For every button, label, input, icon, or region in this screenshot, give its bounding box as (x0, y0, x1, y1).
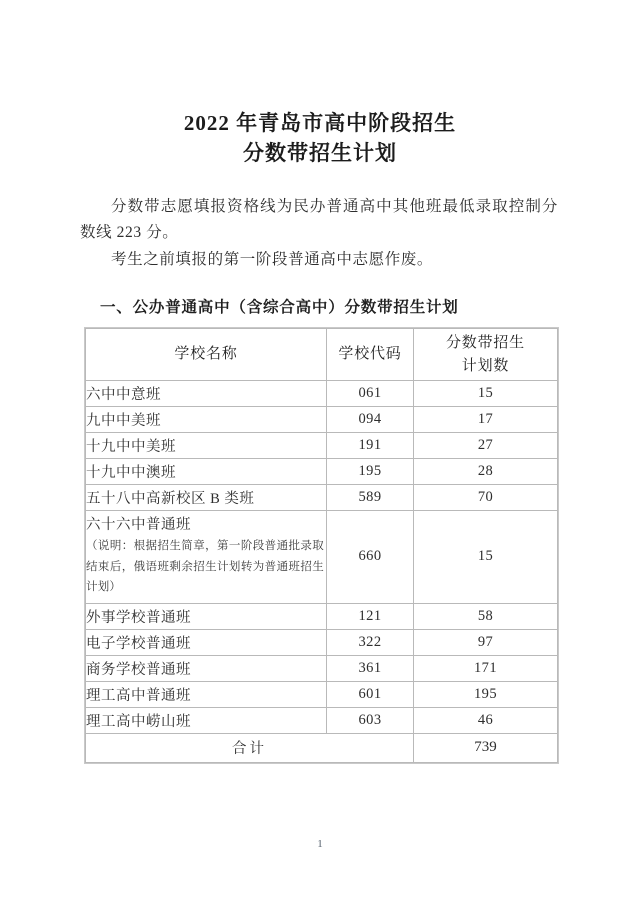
school-name-text: 理工高中普通班 (86, 687, 191, 704)
paragraph-qualifying-line: 分数带志愿填报资格线为民办普通高中其他班最低录取控制分数线 223 分。 (80, 198, 558, 241)
cell-plan-count: 58 (414, 603, 558, 629)
cell-school-code: 589 (327, 485, 414, 511)
school-name-text: 电子学校普通班 (86, 635, 191, 652)
cell-plan-count: 195 (414, 681, 558, 707)
page-number: 1 (317, 838, 323, 850)
table-row (86, 433, 558, 459)
cell-school-code: 601 (327, 681, 414, 707)
cell-school-name (86, 629, 327, 655)
cell-school-code: 061 (327, 381, 414, 407)
table-row (86, 381, 558, 407)
table-header-row (86, 329, 558, 381)
table-row (86, 603, 558, 629)
total-value: 739 (414, 733, 558, 762)
cell-school-name (86, 433, 327, 459)
cell-plan-count: 70 (414, 485, 558, 511)
admission-plan-table (85, 328, 558, 763)
cell-plan-count: 27 (414, 433, 558, 459)
cell-school-name (86, 681, 327, 707)
cell-plan-count: 17 (414, 407, 558, 433)
total-label: 合计 (86, 733, 414, 762)
table-row (86, 681, 558, 707)
table-row (86, 459, 558, 485)
school-name-note: （说明：根据招生简章，第一阶段普通批录取结束后，俄语班剩余招生计划转为普通班招生计划） (86, 540, 324, 593)
cell-plan-count: 15 (414, 511, 558, 604)
school-name-text: 六十六中普通班 (86, 517, 191, 533)
page-title-line-2: 分数带招生计划 (243, 141, 397, 165)
cell-school-code: 660 (327, 511, 414, 604)
page-title-line-1: 2022 年青岛市高中阶段招生 (183, 111, 457, 135)
cell-school-code: 121 (327, 603, 414, 629)
table-row (86, 707, 558, 733)
school-name-text: 十九中中澳班 (86, 465, 176, 481)
cell-school-name (86, 655, 327, 681)
cell-school-code: 361 (327, 655, 414, 681)
table-row (86, 629, 558, 655)
cell-school-name (86, 511, 327, 604)
cell-plan-count: 171 (414, 655, 558, 681)
table-row (86, 511, 558, 604)
table-row (86, 407, 558, 433)
school-name-text: 五十八中高新校区 B 类班 (86, 491, 255, 507)
intro-paragraphs (0, 168, 640, 273)
plan-table-container (0, 328, 640, 763)
column-header-plan-count-line-2: 计划数 (461, 357, 510, 374)
cell-plan-count: 46 (414, 707, 558, 733)
cell-plan-count: 15 (414, 381, 558, 407)
cell-school-code: 322 (327, 629, 414, 655)
table-row (86, 655, 558, 681)
page-title (0, 0, 640, 168)
cell-school-code: 094 (327, 407, 414, 433)
school-name-text: 理工高中崂山班 (86, 713, 191, 730)
column-header-plan-count-line-1: 分数带招生 (445, 334, 525, 351)
cell-school-code: 191 (327, 433, 414, 459)
cell-school-name (86, 485, 327, 511)
column-header-school-code: 学校代码 (327, 329, 414, 381)
school-name-text: 六中中意班 (86, 387, 161, 403)
table-head (86, 329, 558, 381)
cell-school-code: 603 (327, 707, 414, 733)
paragraph-void-notice: 考生之前填报的第一阶段普通高中志愿作废。 (111, 251, 434, 268)
table-body (86, 381, 558, 734)
cell-school-name (86, 707, 327, 733)
cell-school-name (86, 459, 327, 485)
table-total-row (86, 733, 558, 762)
school-name-text: 商务学校普通班 (86, 661, 191, 678)
school-name-text: 外事学校普通班 (86, 609, 191, 626)
cell-plan-count: 97 (414, 629, 558, 655)
section-heading-public-schools: 一、公办普通高中（含综合高中）分数带招生计划 (100, 299, 459, 316)
cell-school-name (86, 603, 327, 629)
school-name-text: 十九中中美班 (86, 439, 176, 455)
table-row (86, 485, 558, 511)
column-header-plan-count (414, 329, 558, 381)
cell-school-code: 195 (327, 459, 414, 485)
cell-plan-count: 28 (414, 459, 558, 485)
cell-school-name (86, 381, 327, 407)
school-name-text: 九中中美班 (86, 413, 161, 429)
table-foot (86, 733, 558, 762)
column-header-school-name: 学校名称 (86, 329, 327, 381)
cell-school-name (86, 407, 327, 433)
